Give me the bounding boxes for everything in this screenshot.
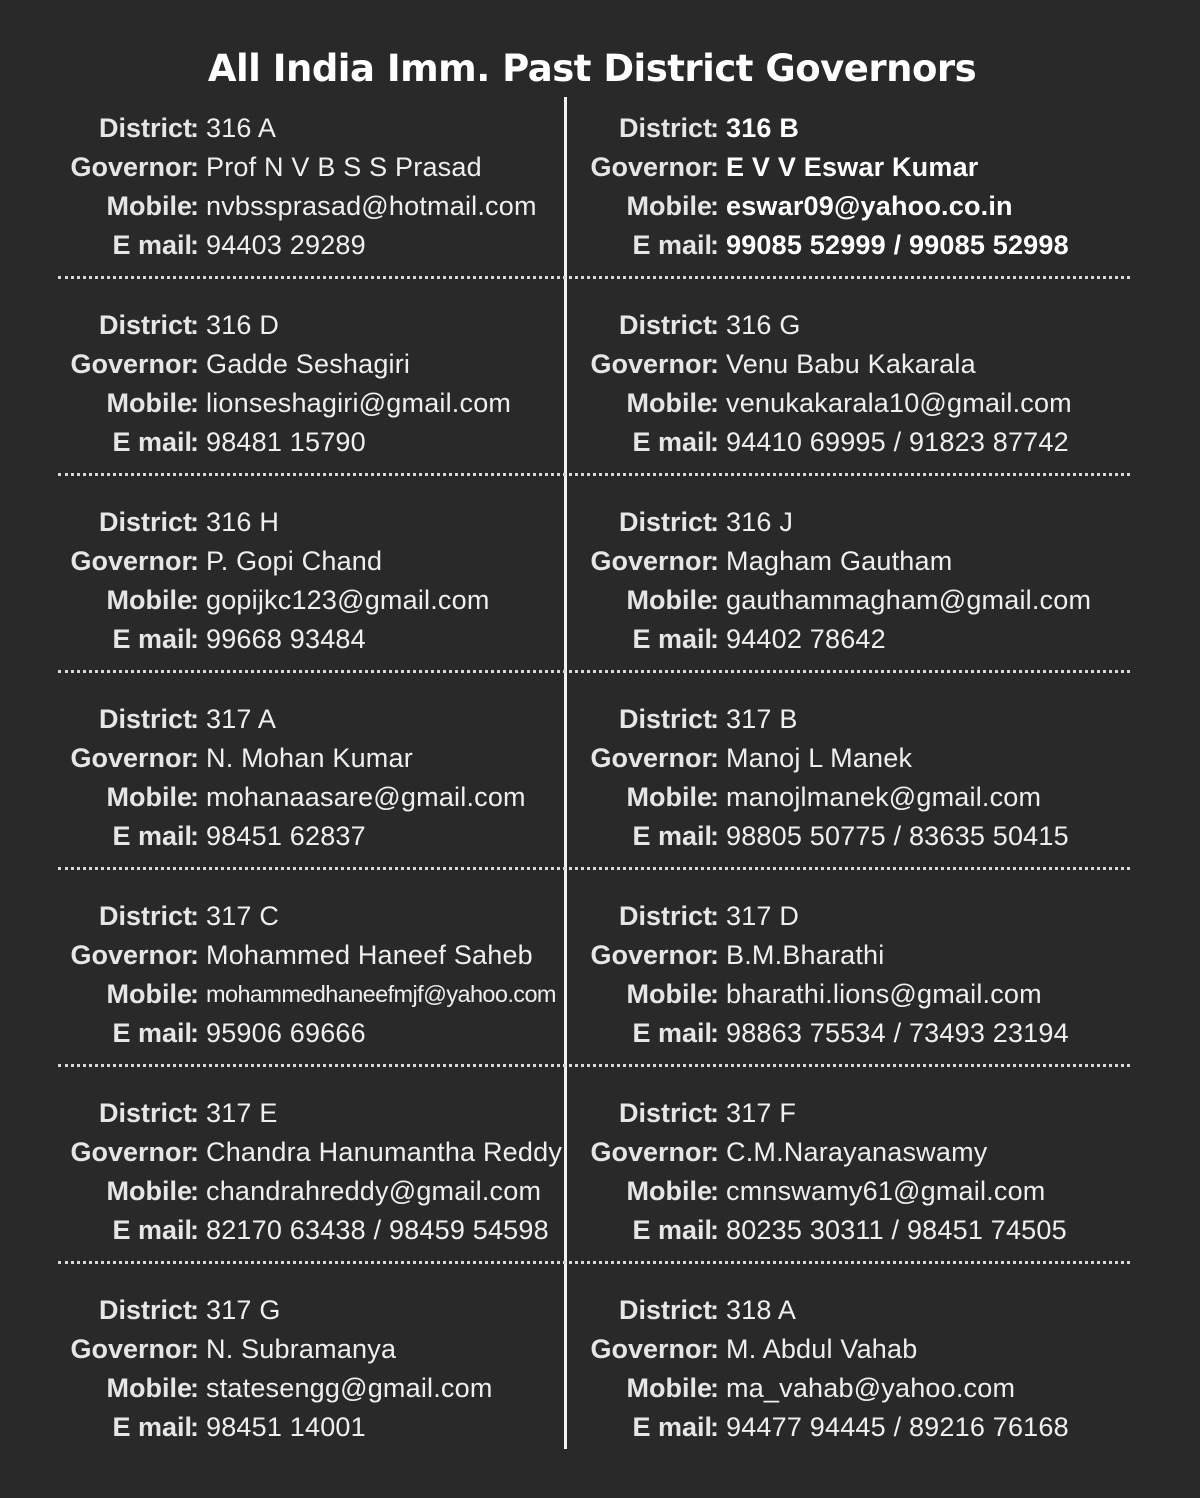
district-label: District xyxy=(98,1098,192,1128)
mobile-value: eswar09@yahoo.co.in xyxy=(726,191,1013,221)
email-label: E mail xyxy=(112,821,192,851)
email-label: E mail xyxy=(632,230,712,260)
governor-value: Venu Babu Kakarala xyxy=(726,349,976,379)
governor-label: Governor xyxy=(590,940,712,970)
district-value: 317 F xyxy=(726,1098,797,1128)
governor-card xyxy=(0,1291,540,1451)
label-colon: : xyxy=(710,152,719,182)
label-colon: : xyxy=(190,1176,199,1206)
email-value: 94402 78642 xyxy=(726,624,886,654)
governor-label: Governor xyxy=(70,546,192,576)
mobile-row xyxy=(520,778,1060,817)
governor-label: Governor xyxy=(70,1137,192,1167)
label-colon: : xyxy=(190,901,199,931)
email-value: 98481 15790 xyxy=(206,427,366,457)
label-colon: : xyxy=(710,901,719,931)
governor-row xyxy=(520,936,1060,975)
district-value: 316 A xyxy=(206,113,277,143)
governor-label: Governor xyxy=(70,743,192,773)
email-value: 94477 94445 / 89216 76168 xyxy=(726,1412,1069,1442)
email-row xyxy=(0,1408,540,1447)
mobile-label: Mobile xyxy=(106,388,192,418)
governor-label: Governor xyxy=(70,349,192,379)
email-label: E mail xyxy=(112,1412,192,1442)
district-value: 316 D xyxy=(206,310,280,340)
mobile-value: nvbssprasad@hotmail.com xyxy=(206,191,537,221)
district-row xyxy=(0,503,540,542)
mobile-label: Mobile xyxy=(626,979,712,1009)
district-row xyxy=(520,306,1060,345)
label-colon: : xyxy=(190,1137,199,1167)
mobile-row xyxy=(520,187,1060,226)
mobile-value: ma_vahab@yahoo.com xyxy=(726,1373,1016,1403)
email-label: E mail xyxy=(632,1215,712,1245)
governor-value: C.M.Narayanaswamy xyxy=(726,1137,988,1167)
email-row xyxy=(520,620,1060,659)
governor-value: Prof N V B S S Prasad xyxy=(206,152,482,182)
label-colon: : xyxy=(710,546,719,576)
label-colon: : xyxy=(190,704,199,734)
mobile-label: Mobile xyxy=(626,782,712,812)
label-colon: : xyxy=(190,310,199,340)
governor-card xyxy=(520,109,1069,269)
district-label: District xyxy=(618,1295,712,1325)
mobile-row xyxy=(520,1369,1060,1408)
row-separator xyxy=(58,276,1130,279)
mobile-label: Mobile xyxy=(106,979,192,1009)
governor-row xyxy=(520,542,1060,581)
district-row xyxy=(0,306,540,345)
label-colon: : xyxy=(710,624,719,654)
district-row xyxy=(520,503,1060,542)
governor-label: Governor xyxy=(70,152,192,182)
email-value: 94403 29289 xyxy=(206,230,366,260)
district-label: District xyxy=(618,113,712,143)
governor-value: Magham Gautham xyxy=(726,546,953,576)
label-colon: : xyxy=(710,113,719,143)
mobile-row xyxy=(0,384,540,423)
mobile-row xyxy=(0,187,540,226)
email-row xyxy=(0,620,540,659)
governor-value: M. Abdul Vahab xyxy=(726,1334,918,1364)
governor-row xyxy=(0,542,540,581)
mobile-value: bharathi.lions@gmail.com xyxy=(726,979,1042,1009)
label-colon: : xyxy=(190,940,199,970)
email-row xyxy=(520,226,1069,265)
label-colon: : xyxy=(190,821,199,851)
district-row xyxy=(0,1291,540,1330)
label-colon: : xyxy=(710,1176,719,1206)
email-value: 98451 62837 xyxy=(206,821,366,851)
label-colon: : xyxy=(710,1018,719,1048)
label-colon: : xyxy=(190,152,199,182)
label-colon: : xyxy=(710,507,719,537)
district-label: District xyxy=(98,704,192,734)
governor-card xyxy=(0,306,540,466)
district-row xyxy=(0,897,540,936)
mobile-row xyxy=(0,975,556,1014)
email-label: E mail xyxy=(632,821,712,851)
label-colon: : xyxy=(710,1334,719,1364)
governor-label: Governor xyxy=(70,1334,192,1364)
mobile-row xyxy=(520,384,1072,423)
mobile-row xyxy=(0,778,540,817)
label-colon: : xyxy=(710,1412,719,1442)
district-label: District xyxy=(618,901,712,931)
email-value: 98451 14001 xyxy=(206,1412,366,1442)
mobile-value: manojlmanek@gmail.com xyxy=(726,782,1042,812)
mobile-value: statesengg@gmail.com xyxy=(206,1373,493,1403)
label-colon: : xyxy=(710,191,719,221)
email-row xyxy=(520,817,1069,856)
district-row xyxy=(520,1291,1060,1330)
mobile-row xyxy=(520,1172,1060,1211)
district-label: District xyxy=(618,310,712,340)
email-value: 98863 75534 / 73493 23194 xyxy=(726,1018,1069,1048)
governor-card xyxy=(0,897,556,1057)
label-colon: : xyxy=(710,1137,719,1167)
district-value: 317 C xyxy=(206,901,280,931)
label-colon: : xyxy=(710,310,719,340)
email-label: E mail xyxy=(112,1018,192,1048)
district-row xyxy=(520,700,1060,739)
district-label: District xyxy=(618,507,712,537)
label-colon: : xyxy=(710,585,719,615)
governor-row xyxy=(0,345,540,384)
label-colon: : xyxy=(190,1373,199,1403)
label-colon: : xyxy=(190,585,199,615)
email-value: 99668 93484 xyxy=(206,624,366,654)
governor-label: Governor xyxy=(590,1137,712,1167)
governor-row xyxy=(0,1330,540,1369)
mobile-value: mohammedhaneefmjf@yahoo.com xyxy=(206,981,556,1007)
district-value: 317 B xyxy=(726,704,798,734)
district-value: 317 G xyxy=(206,1295,281,1325)
governor-label: Governor xyxy=(590,546,712,576)
district-label: District xyxy=(618,1098,712,1128)
email-row xyxy=(0,1014,540,1053)
page-title: All India Imm. Past District Governors xyxy=(207,47,977,90)
district-value: 317 D xyxy=(726,901,800,931)
email-row xyxy=(0,226,540,265)
district-label: District xyxy=(618,704,712,734)
label-colon: : xyxy=(190,743,199,773)
governor-row xyxy=(520,1133,1060,1172)
label-colon: : xyxy=(190,427,199,457)
label-colon: : xyxy=(710,979,719,1009)
district-row xyxy=(520,897,1060,936)
mobile-label: Mobile xyxy=(626,388,712,418)
row-separator xyxy=(58,867,1130,870)
mobile-value: cmnswamy61@gmail.com xyxy=(726,1176,1046,1206)
district-value: 316 G xyxy=(726,310,801,340)
mobile-label: Mobile xyxy=(106,1176,192,1206)
governor-value: P. Gopi Chand xyxy=(206,546,383,576)
label-colon: : xyxy=(710,1295,719,1325)
district-label: District xyxy=(98,1295,192,1325)
governor-value: Chandra Hanumantha Reddy xyxy=(206,1137,563,1167)
email-label: E mail xyxy=(112,230,192,260)
governor-value: E V V Eswar Kumar xyxy=(726,152,979,182)
district-row xyxy=(520,1094,1060,1133)
governor-row xyxy=(0,148,540,187)
email-value: 80235 30311 / 98451 74505 xyxy=(726,1215,1067,1245)
district-row xyxy=(0,1094,540,1133)
email-value: 94410 69995 / 91823 87742 xyxy=(726,427,1069,457)
label-colon: : xyxy=(710,782,719,812)
district-label: District xyxy=(98,507,192,537)
district-value: 317 E xyxy=(206,1098,278,1128)
mobile-label: Mobile xyxy=(626,585,712,615)
governor-card xyxy=(0,109,540,269)
label-colon: : xyxy=(710,349,719,379)
governor-label: Governor xyxy=(590,349,712,379)
label-colon: : xyxy=(710,230,719,260)
label-colon: : xyxy=(710,1373,719,1403)
label-colon: : xyxy=(190,546,199,576)
governor-row xyxy=(0,936,540,975)
governor-value: Manoj L Manek xyxy=(726,743,913,773)
district-label: District xyxy=(98,901,192,931)
district-value: 318 A xyxy=(726,1295,797,1325)
email-label: E mail xyxy=(632,1018,712,1048)
mobile-label: Mobile xyxy=(626,191,712,221)
governor-value: N. Subramanya xyxy=(206,1334,397,1364)
governor-row xyxy=(520,1330,1060,1369)
email-row xyxy=(0,1211,549,1250)
mobile-label: Mobile xyxy=(106,1373,192,1403)
governor-card xyxy=(520,1291,1069,1451)
email-value: 98805 50775 / 83635 50415 xyxy=(726,821,1069,851)
label-colon: : xyxy=(190,1215,199,1245)
governor-row xyxy=(0,1133,563,1172)
governor-row xyxy=(520,148,1060,187)
email-label: E mail xyxy=(632,427,712,457)
mobile-label: Mobile xyxy=(626,1373,712,1403)
mobile-row xyxy=(0,1172,540,1211)
email-label: E mail xyxy=(112,624,192,654)
row-separator xyxy=(58,1261,1130,1264)
email-label: E mail xyxy=(112,1215,192,1245)
governor-value: B.M.Bharathi xyxy=(726,940,885,970)
mobile-value: lionseshagiri@gmail.com xyxy=(206,388,512,418)
email-row xyxy=(520,1211,1067,1250)
district-label: District xyxy=(98,113,192,143)
mobile-value: gopijkc123@gmail.com xyxy=(206,585,490,615)
governor-row xyxy=(520,739,1060,778)
mobile-label: Mobile xyxy=(106,191,192,221)
email-row xyxy=(520,423,1069,462)
label-colon: : xyxy=(190,1018,199,1048)
district-row xyxy=(0,109,540,148)
governor-card xyxy=(0,1094,563,1254)
email-label: E mail xyxy=(632,624,712,654)
label-colon: : xyxy=(710,1215,719,1245)
label-colon: : xyxy=(190,507,199,537)
email-row xyxy=(520,1014,1069,1053)
governor-card xyxy=(520,897,1069,1057)
label-colon: : xyxy=(190,979,199,1009)
email-label: E mail xyxy=(632,1412,712,1442)
governor-card xyxy=(520,306,1072,466)
mobile-value: chandrahreddy@gmail.com xyxy=(206,1176,542,1206)
governor-value: Gadde Seshagiri xyxy=(206,349,411,379)
district-value: 316 J xyxy=(726,507,794,537)
label-colon: : xyxy=(710,427,719,457)
governor-card xyxy=(520,503,1092,663)
mobile-label: Mobile xyxy=(106,782,192,812)
governor-label: Governor xyxy=(590,743,712,773)
label-colon: : xyxy=(710,821,719,851)
label-colon: : xyxy=(190,1295,199,1325)
mobile-row xyxy=(0,581,540,620)
mobile-label: Mobile xyxy=(106,585,192,615)
governor-label: Governor xyxy=(590,152,712,182)
mobile-value: venukakarala10@gmail.com xyxy=(726,388,1072,418)
label-colon: : xyxy=(190,782,199,812)
label-colon: : xyxy=(710,940,719,970)
label-colon: : xyxy=(190,230,199,260)
label-colon: : xyxy=(710,704,719,734)
governor-row xyxy=(520,345,1060,384)
district-value: 316 H xyxy=(206,507,280,537)
district-row xyxy=(0,700,540,739)
governor-card xyxy=(520,1094,1067,1254)
row-separator xyxy=(58,1064,1130,1067)
row-separator xyxy=(58,473,1130,476)
email-value: 95906 69666 xyxy=(206,1018,366,1048)
email-value: 82170 63438 / 98459 54598 xyxy=(206,1215,549,1245)
district-label: District xyxy=(98,310,192,340)
label-colon: : xyxy=(190,1412,199,1442)
label-colon: : xyxy=(710,1098,719,1128)
label-colon: : xyxy=(190,1334,199,1364)
governor-card xyxy=(520,700,1069,860)
mobile-value: gauthammagham@gmail.com xyxy=(726,585,1092,615)
label-colon: : xyxy=(190,624,199,654)
label-colon: : xyxy=(190,388,199,418)
label-colon: : xyxy=(190,349,199,379)
label-colon: : xyxy=(190,191,199,221)
mobile-row xyxy=(0,1369,540,1408)
governor-row xyxy=(0,739,540,778)
governor-label: Governor xyxy=(590,1334,712,1364)
label-colon: : xyxy=(710,743,719,773)
governor-label: Governor xyxy=(70,940,192,970)
mobile-value: mohanaasare@gmail.com xyxy=(206,782,526,812)
governor-value: Mohammed Haneef Saheb xyxy=(206,940,533,970)
email-label: E mail xyxy=(112,427,192,457)
district-value: 316 B xyxy=(726,113,800,143)
email-row xyxy=(520,1408,1069,1447)
mobile-label: Mobile xyxy=(626,1176,712,1206)
district-value: 317 A xyxy=(206,704,277,734)
label-colon: : xyxy=(710,388,719,418)
email-value: 99085 52999 / 99085 52998 xyxy=(726,230,1069,260)
district-row xyxy=(520,109,1060,148)
mobile-row xyxy=(520,975,1060,1014)
governor-value: N. Mohan Kumar xyxy=(206,743,413,773)
governor-card xyxy=(0,503,540,663)
label-colon: : xyxy=(190,1098,199,1128)
row-separator xyxy=(58,670,1130,673)
label-colon: : xyxy=(190,113,199,143)
governor-card xyxy=(0,700,540,860)
email-row xyxy=(0,817,540,856)
email-row xyxy=(0,423,540,462)
mobile-row xyxy=(520,581,1092,620)
